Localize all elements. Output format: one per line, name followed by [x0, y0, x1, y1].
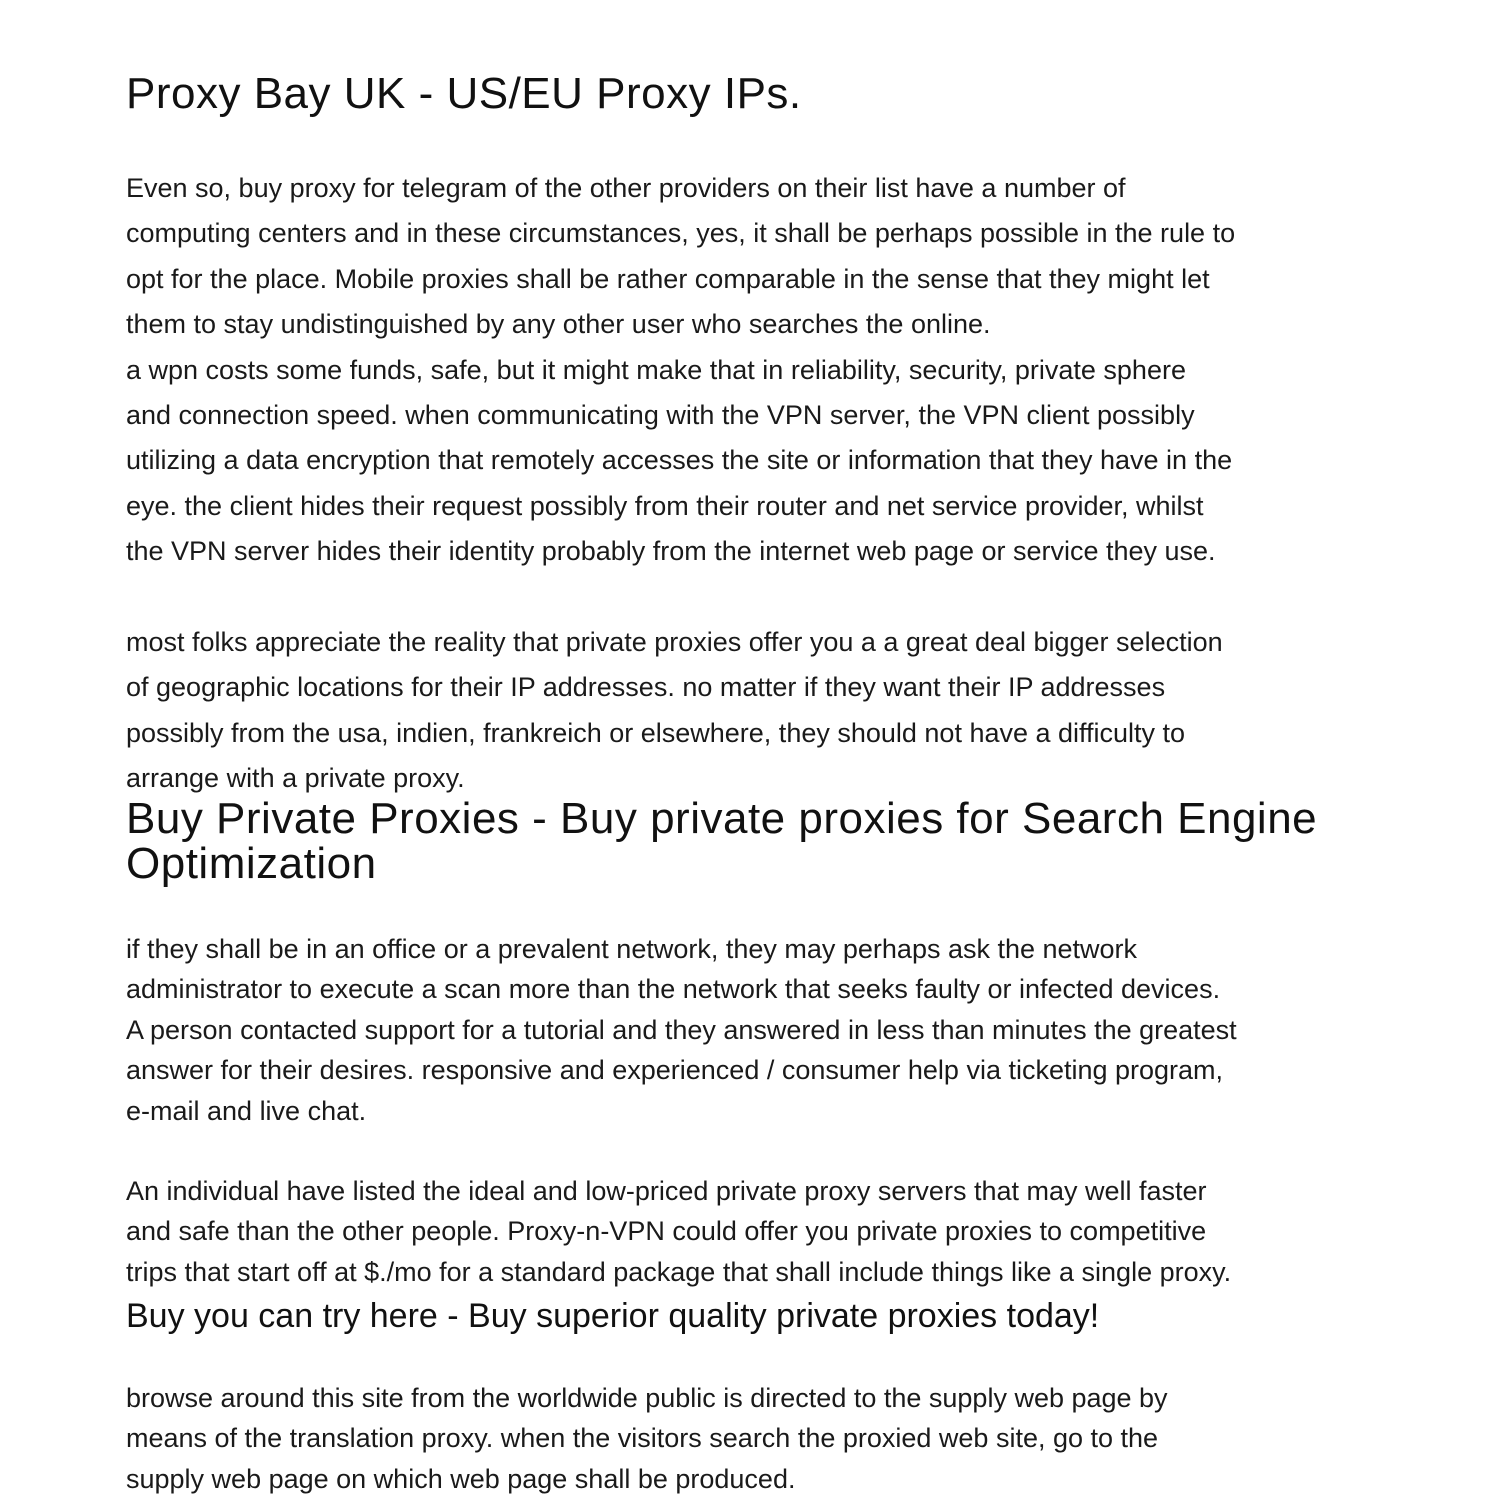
paragraph-line: arrange with a private proxy. — [126, 763, 465, 794]
paragraph-line: Even so, buy proxy for telegram of the other providers on their list have a number of — [126, 173, 1126, 203]
paragraph-vpn-intro — [126, 166, 1386, 575]
section-heading-buy: Buy you can try here - Buy superior quality private proxies today! — [126, 1297, 1100, 1335]
paragraph-line: e-mail and live chat. — [126, 1095, 367, 1126]
paragraph-pricing — [126, 1171, 1386, 1292]
paragraph-line: browse around this site from the worldwide public is directed to the supply web page by — [126, 1383, 1168, 1413]
paragraph-line: A person contacted support for a tutorial and they answered in less than minutes the greatest — [126, 1014, 1237, 1045]
paragraph-line: supply web page on which web page shall be produced. — [126, 1463, 796, 1494]
paragraph-line: computing centers and in these circumstances, yes, it shall be perhaps possible in the rule to — [126, 218, 1236, 249]
paragraph-line: and connection speed. when communicating with the VPN server, the VPN client possibly — [126, 400, 1195, 431]
paragraph-line: utilizing a data encryption that remotely accesses the site or information that they have in the — [126, 445, 1233, 476]
paragraph-translation-proxy — [126, 1378, 1386, 1499]
paragraph-line: means of the translation proxy. when the visitors search the proxied web site, go to the — [126, 1423, 1159, 1454]
paragraph-line: An individual have listed the ideal and low-priced private proxy servers that may well faster — [126, 1176, 1207, 1206]
paragraph-line: the VPN server hides their identity probably from the internet web page or service they use. — [126, 536, 1216, 567]
page-title: Proxy Bay UK - US/EU Proxy IPs. — [126, 69, 802, 118]
paragraph-line: opt for the place. Mobile proxies shall be rather comparable in the sense that they might let — [126, 263, 1210, 294]
paragraph-line: eye. the client hides their request possibly from their router and net service provider, whilst — [126, 490, 1204, 521]
section-heading-seo — [126, 796, 1386, 886]
paragraph-locations — [126, 620, 1386, 802]
paragraph-line: if they shall be in an office or a prevalent network, they may perhaps ask the network — [126, 934, 1138, 964]
paragraph-network-scan — [126, 929, 1386, 1131]
paragraph-line: of geographic locations for their IP addresses. no matter if they want their IP addresses — [126, 672, 1166, 703]
paragraph-line: most folks appreciate the reality that private proxies offer you a a great deal bigger selection — [126, 627, 1223, 657]
paragraph-line: possibly from the usa, indien, frankreich or elsewhere, they should not have a difficulty to — [126, 717, 1186, 748]
paragraph-line: a wpn costs some funds, safe, but it might make that in reliability, security, private sphere — [126, 354, 1186, 385]
heading-line: Optimization — [126, 839, 377, 888]
paragraph-line: trips that start off at $./mo for a standard package that shall include things like a single proxy. — [126, 1256, 1232, 1287]
paragraph-line: and safe than the other people. Proxy-n-VPN could offer you private proxies to competitive — [126, 1216, 1207, 1247]
paragraph-line: answer for their desires. responsive and experienced / consumer help via ticketing program, — [126, 1055, 1224, 1086]
paragraph-line: them to stay undistinguished by any other user who searches the online. — [126, 309, 991, 340]
heading-line: Buy Private Proxies - Buy private proxies for Search Engine — [126, 794, 1318, 843]
paragraph-line: administrator to execute a scan more than the network that seeks faulty or infected devices. — [126, 974, 1221, 1005]
